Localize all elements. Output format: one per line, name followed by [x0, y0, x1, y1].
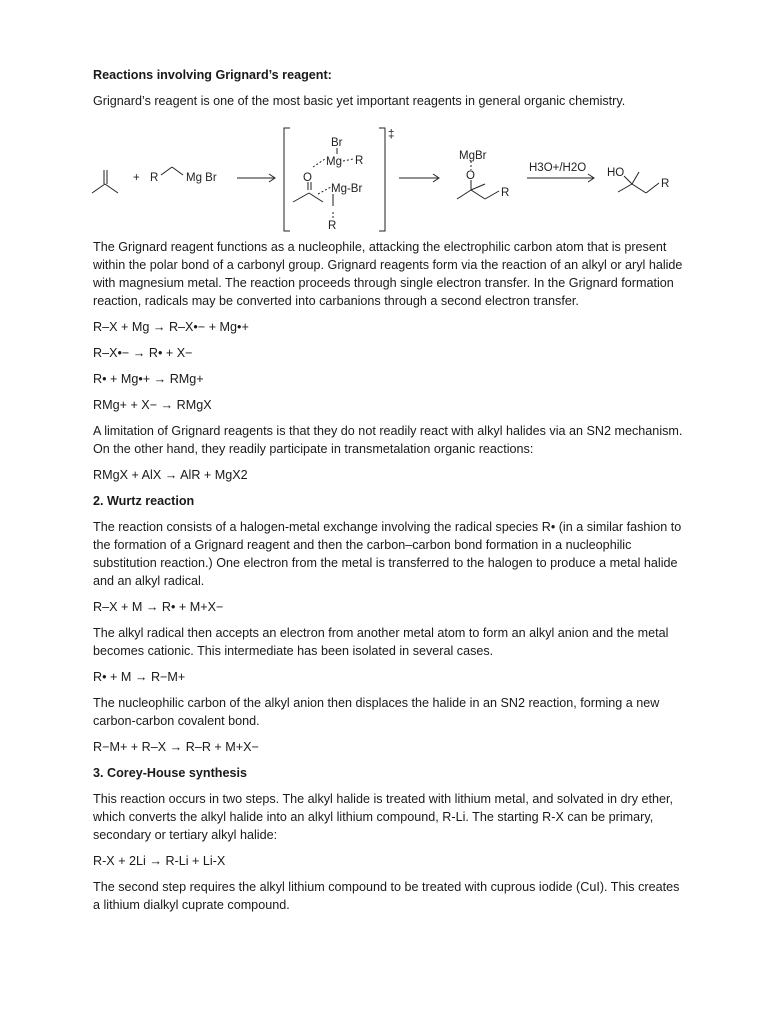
section-heading-grignard: Reactions involving Grignard’s reagent: — [93, 68, 332, 82]
intermediate-r-label: R — [501, 187, 510, 199]
ts-o-label: O — [303, 172, 312, 184]
intermediate-mgbr-label: MgBr — [459, 150, 487, 162]
ts-r2-label: R — [328, 220, 337, 232]
wurtz-paragraph-1: The reaction consists of a halogen-metal exchange involving the radical species R• (in a similar fashion to the formation of a Grignard reagent and then the carbon–carbon bond formation in a nucleophilic substitution reaction.) One electron from the metal is transferred to the halogen to produce a metal halide and an alkyl radical. — [93, 520, 682, 588]
wurtz-equation-2: R• + M → R−M+ — [93, 670, 186, 684]
equation-2: R–X•− → R• + X− — [93, 346, 193, 360]
wurtz-paragraph-2: The alkyl radical then accepts an electron from another metal atom to form an alkyl anion and the metal becomes cationic. This intermediate has been isolated in several cases. — [93, 626, 669, 658]
document-page — [93, 66, 683, 914]
section-heading-wurtz: 2. Wurtz reaction — [93, 494, 195, 508]
limitation-paragraph: A limitation of Grignard reagents is that they do not readily react with alkyl halides via an SN2 mechanism. On the other hand, they readily participate in transmetalation organic reactions: — [93, 424, 683, 456]
intermediate-o-label: O — [466, 170, 475, 182]
section-heading-corey-house: 3. Corey-House synthesis — [93, 766, 247, 780]
equation-3: R• + Mg•+ → RMg+ — [93, 372, 204, 386]
grignard-reaction-scheme — [87, 114, 687, 232]
transmetalation-equation: RMgX + AlX → AlR + MgX2 — [93, 468, 248, 482]
reagent-mgbr-label: Mg Br — [186, 172, 217, 184]
corey-house-paragraph-1: This reaction occurs in two steps. The alkyl halide is treated with lithium metal, and solvated in dry ether, which converts the alkyl halide into an alkyl lithium compound, R-Li. The starting R-X can be primary, secondary or tertiary alkyl halide: — [93, 792, 674, 842]
wurtz-paragraph-3: The nucleophilic carbon of the alkyl anion then displaces the halide in an SN2 reaction, forming a new carbon-carbon covalent bond. — [93, 696, 660, 728]
grignard-mechanism-paragraph: The Grignard reagent functions as a nucleophile, attacking the electrophilic carbon atom that is present within the polar bond of a carbonyl group. Grignard reagents form via the reaction of an alkyl or aryl halide with magnesium metal. The reaction proceeds through single electron transfer. In the Grignard formation reaction, radicals may be converted into carbanions through a second electron transfer. — [93, 240, 683, 308]
reaction-scheme-svg — [87, 114, 687, 232]
intro-paragraph: Grignard’s reagent is one of the most basic yet important reagents in general organic chemistry. — [93, 94, 626, 108]
ts-mg-label: Mg — [326, 156, 342, 168]
ts-r1-label: R — [355, 155, 364, 167]
product-ho-label: HO — [607, 167, 625, 179]
dagger-symbol: ‡ — [388, 129, 395, 141]
plus-sign: + — [133, 172, 140, 184]
equation-4: RMg+ + X− → RMgX — [93, 398, 212, 412]
wurtz-equation-3: R−M+ + R–X → R–R + M+X− — [93, 740, 259, 754]
wurtz-equation-1: R–X + M → R• + M+X− — [93, 600, 224, 614]
reagent-r-label: R — [150, 172, 159, 184]
equation-1: R–X + Mg → R–X•− + Mg•+ — [93, 320, 249, 334]
ts-br-label: Br — [331, 137, 343, 149]
corey-house-paragraph-2: The second step requires the alkyl lithium compound to be treated with cuprous iodide (CuI). This creates a lithium dialkyl cuprate compound. — [93, 880, 680, 912]
product-r-label: R — [661, 178, 670, 190]
ts-mgbr-label: Mg-Br — [331, 183, 363, 195]
reaction-conditions: H3O+/H2O — [529, 162, 587, 174]
corey-house-equation: R-X + 2Li → R-Li + Li-X — [93, 854, 226, 868]
